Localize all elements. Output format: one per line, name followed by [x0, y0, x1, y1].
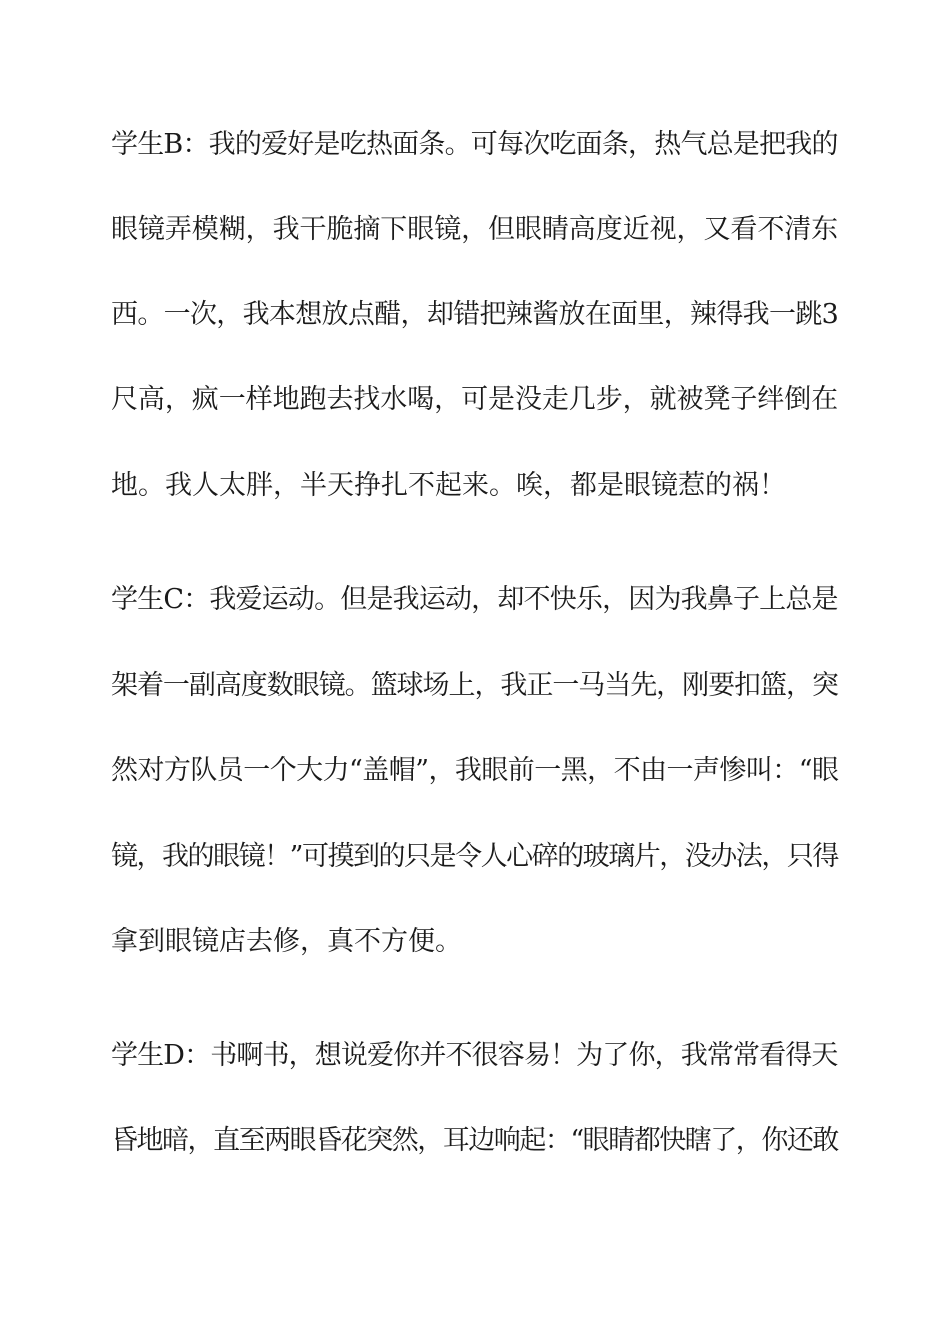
paragraph-c-line-3: 然对方队员一个大力“盖帽”，我眼前一黑，不由一声惨叫：“眼 — [111, 755, 839, 786]
paragraph-b-line-5: 地。我人太胖，半天挣扎不起来。唉，都是眼镜惹的祸！ — [111, 470, 786, 501]
paragraph-c-line-2: 架着一副高度数眼镜。篮球场上，我正一马当先，刚要扣篮，突 — [111, 670, 838, 701]
paragraph-b-line-2: 眼镜弄模糊，我干脆摘下眼镜，但眼睛高度近视，又看不清东 — [111, 214, 839, 245]
paragraph-b-line-1: 学生B：我的爱好是吃热面条。可每次吃面条，热气总是把我的 — [111, 129, 838, 160]
paragraph-c-line-4: 镜，我的眼镜！”可摸到的只是令人心碎的玻璃片，没办法，只得 — [111, 841, 838, 872]
paragraph-b-line-3: 西。一次，我本想放点醋，却错把辣酱放在面里，辣得我一跳3 — [111, 299, 839, 330]
paragraph-d-line-1: 学生D：书啊书，想说爱你并不很容易！为了你，我常常看得天 — [111, 1040, 838, 1071]
paragraph-c-line-1: 学生C：我爱运动。但是我运动，却不快乐，因为我鼻子上总是 — [111, 584, 838, 615]
paragraph-c-line-5: 拿到眼镜店去修，真不方便。 — [111, 926, 462, 957]
paragraph-b-line-4: 尺高，疯一样地跑去找水喝，可是没走几步，就被凳子绊倒在 — [111, 384, 839, 415]
paragraph-d-line-2: 昏地暗，直至两眼昏花突然，耳边响起：“眼睛都快瞎了，你还敢 — [111, 1125, 838, 1156]
